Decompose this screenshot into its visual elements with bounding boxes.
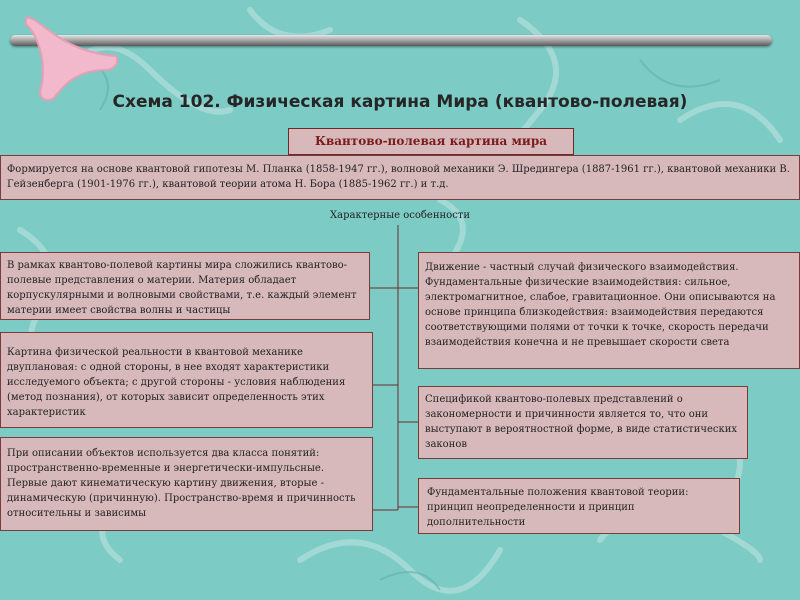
features-label: Характерные особенности [330,210,470,221]
right-item-box: Спецификой квантово-полевых представлений о закономерности и причинности является то, что они выступают в вероятностной форме, в виде статистических законов [418,386,748,459]
left-item-box: В рамках квантово-полевой картины мира сложились квантово-полевые представления о материи. Материя обладает корпускулярными и волновыми свойствами, т.е. каждый элемент материи имеет свойства волны и частицы [0,252,370,320]
heading-box: Квантово-полевая картина мира [288,128,574,155]
right-item-box: Движение - частный случай физического взаимодействия. Фундаментальные физические взаимодействия: сильное, электромагнитное, слабое, гравитационное. Они описываются на основе принципа близкодействия: взаимодействия передаются соответствующими полями от точки к точке, скорость передачи взаимодействия конечна и не превышает скорости света [418,252,800,369]
intro-box: Формируется на основе квантовой гипотезы М. Планка (1858-1947 гг.), волновой механики Э. Шредингера (1887-1961 гг.), квантовой механики В. Гейзенберга (1901-1976 гг.), квантовой теории атома Н. Бора (1885-1962 гг.) и т.д. [0,155,800,200]
slide-title: Схема 102. Физическая картина Мира (квантово-полевая) [112,92,688,112]
left-item-box: При описании объектов используется два класса понятий: пространственно-временные и энергетически-импульсные. Первые дают кинематическую картину движения, вторые - динамическую (причинную). Пространство-время и причинность относительны и зависимы [0,437,373,531]
right-item-box: Фундаментальные положения квантовой теории: принцип неопределенности и принцип дополнительности [418,478,740,534]
left-item-box: Картина физической реальности в квантовой механике двуплановая: с одной стороны, в нее входят характеристики исследуемого объекта; с другой стороны - условия наблюдения (метод познания), от которых зависит определенность этих характеристик [0,332,373,428]
